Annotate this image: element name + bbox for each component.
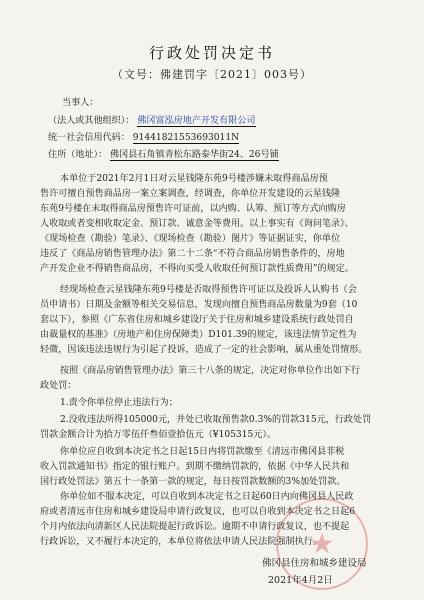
body-line: 府或者清远市住房和城乡建设局申请行政复议，也可以自收到本决定书之日起6: [40, 507, 355, 517]
body-line: 经现场检查云星钱隆东苑9号楼是否取得预售许可证以及投诉人认购书（会: [60, 285, 357, 295]
body-line: 轻微，因该违法违规行为引起了投诉，造成了一定的社会影响，属从重处罚情形。: [40, 345, 368, 355]
address-label: 住所（地址）：: [48, 150, 108, 160]
credit-value: 91441821553693011N: [132, 133, 240, 143]
penalty-item: 1.责令你单位停止违法行为；: [60, 398, 178, 408]
body-line: 由裁量权的基准》（房地产和住房保障类）D101.39的规定，该违法情节定性为: [40, 330, 357, 340]
body-line: 产开发企业不得销售商品房，不得向买受人收取任何预订款性质费用”的规定。: [40, 264, 354, 274]
body-line: 个月内依法向清新区人民法院提起行政诉讼。逾期不申请行政复议，也不提起: [40, 522, 350, 532]
seal-star-icon: ★: [309, 527, 335, 560]
body-line: 收入罚款通知书》指定的银行账户。到期不缴纳罚款的，依据《中华人民共和: [40, 462, 350, 472]
body-line: 你单位应自收到本决定书之日起15日内将罚款缴至《清远市佛冈县非税: [60, 447, 345, 457]
body-line: 政处罚：: [40, 381, 77, 391]
entity-label: （法人或其他组织）：: [48, 116, 135, 126]
body-line: 人收取或者变相收取定金、预订款、诚意金等费用。以上事实有《询问笔录》、: [40, 219, 354, 229]
issuer-name: 佛冈县住房和城乡建设局: [262, 558, 367, 569]
body-line: 《现场检查（勘验）笔录》、《现场检查（勘验）图片》等证据证实，你单位: [40, 234, 341, 244]
issue-date: 2021年4月2日: [268, 575, 333, 586]
penalty-item: 2.没收违法所得105000元，并处已收取预售款0.3%的罚款315元，行政处罚: [60, 415, 372, 425]
entity-row: [48, 114, 408, 129]
body-line: 行政诉讼，又不履行本决定的，本单位将依法申请人民法院强制执行。: [40, 537, 322, 547]
document-title: 行政处罚决定书: [148, 44, 275, 62]
body-line: 东苑9号楼在未取得商品房预售许可证前，以内购、认筹、预订等方式向购房: [40, 204, 346, 214]
entity-value: 佛冈富泓房地产开发有限公司: [137, 116, 256, 126]
address-value: 佛冈县石角镇青松东路泰华街24、26号铺: [110, 150, 279, 160]
body-line: 你单位如不服本决定，可以自收到本决定书之日起60日内向佛冈县人民政: [60, 492, 354, 502]
body-line: 本单位于2021年2月1日对云星钱隆东苑9号楼涉嫌未取得商品房预: [60, 174, 328, 184]
body-line: 违反了《商品房销售管理办法》第二十二条“不符合商品房销售条件的，房地: [40, 249, 345, 259]
body-line: 按照《商品房销售管理办法》第三十八条的规定，决定对你单位作出如下行: [60, 366, 361, 376]
body-line: 罚款金额合计为拾万零伍仟叁佰壹拾伍元（¥105315元）。: [40, 430, 277, 440]
address-row: [48, 148, 408, 163]
credit-label: 统一社会信用代码：: [48, 133, 130, 143]
credit-row: [48, 131, 408, 146]
document-number: （文号：佛建罚字〔2021〕003号）: [112, 68, 312, 81]
body-line: 售许可擅自预售商品房一案立案调查，经调查，你单位开发建设的云星钱隆: [40, 189, 341, 199]
body-line: 套以下），参照《广东省住房和城乡建设厅关于住房和城乡建设系统行政处罚自: [40, 315, 354, 325]
body-line: 国行政处罚法》第五十一条第一款的规定，每日按罚款数额的3%加处罚款。: [40, 477, 346, 487]
body-line: 员申请书）日期及金额等相关交易信息，发现向擅自预售商品房数量为9套（10: [40, 300, 358, 310]
party-label: 当事人：: [62, 98, 99, 108]
